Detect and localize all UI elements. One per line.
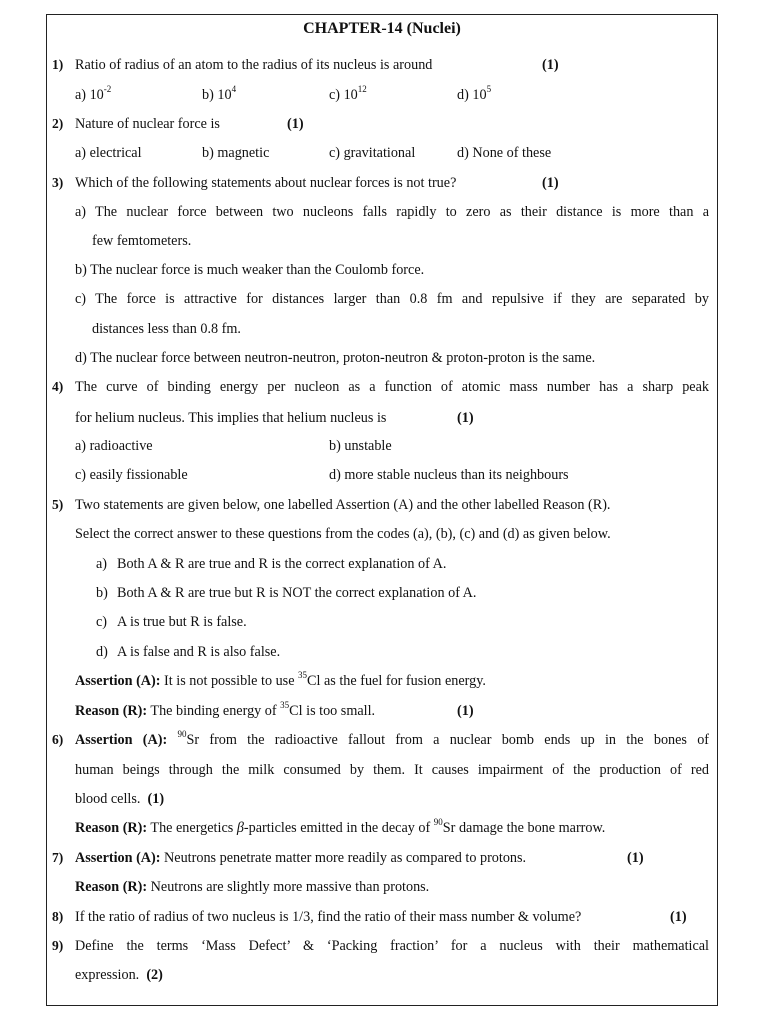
question-9-line-1: Define the terms ‘Mass Defect’ & ‘Packing fraction’ for a nucleus with their mathematical (75, 938, 709, 954)
question-6-assertion-line-2: human beings through the milk consumed by them. It causes impairment of the production of red (75, 762, 709, 778)
question-6-assertion-line-1: Assertion (A): $^{90}$Sr from the radioactive fallout from a nuclear bomb ends up in the bones of (75, 729, 710, 748)
question-3-option-a-line-1: a) The nuclear force between two nucleons falls rapidly to zero as their distance is more than a (75, 204, 709, 220)
code-option-b: b) Both A & R are true but R is NOT the correct explanation of A. (96, 585, 477, 601)
question-4-option-b: b) unstable (329, 438, 392, 454)
question-5-assertion: Assertion (A): It is not possible to use $^{35}$Cl as the fuel for fusion energy. (75, 670, 486, 689)
question-5-line-2: Select the correct answer to these questions from the codes (a), (b), (c) and (d) as given below. (75, 526, 611, 542)
question-7-marks: (1) (627, 850, 644, 866)
question-number-2: 2) (52, 116, 64, 131)
question-3-option-a-line-2: few femtometers. (92, 233, 192, 249)
question-4-line-1: The curve of binding energy per nucleon as a function of atomic mass number has a sharp peak (75, 379, 709, 395)
question-3-option-d: d) The nuclear force between neutron-neutron, proton-neutron & proton-proton is the same. (75, 350, 596, 366)
question-1-marks: (1) (542, 57, 559, 73)
question-number-4: 4) (52, 379, 64, 394)
question-4-option-c: c) easily fissionable (75, 467, 188, 483)
question-number-1: 1) (52, 57, 64, 72)
question-number-6: 6) (52, 732, 64, 747)
code-option-d: d) A is false and R is also false. (96, 644, 281, 660)
question-1-option-d: d) $10^5$ (457, 84, 492, 103)
question-2-option-c: c) gravitational (329, 145, 416, 161)
question-3-option-c-line-2: distances less than 0.8 fm. (92, 321, 241, 337)
question-9-line-2: expression. (2) (75, 967, 163, 983)
question-4-marks: (1) (457, 410, 474, 426)
question-5-marks: (1) (457, 703, 474, 719)
question-6-reason: Reason (R): The energetics β-particles emitted in the decay of $^{90}$Sr damage the bone marrow. (75, 817, 606, 836)
question-8-text: If the ratio of radius of two nucleus is 1/3, find the ratio of their mass number & volume? (75, 909, 582, 925)
question-2-marks: (1) (287, 116, 304, 132)
question-7-assertion: Assertion (A): Neutrons penetrate matter more readily as compared to protons. (75, 850, 527, 866)
question-1-option-b: b) $10^4$ (202, 84, 237, 103)
code-option-c: c) A is true but R is false. (96, 614, 247, 630)
question-number-9: 9) (52, 938, 64, 953)
question-1-text: Ratio of radius of an atom to the radius of its nucleus is around (75, 57, 433, 73)
question-number-3: 3) (52, 175, 64, 190)
question-1-option-a: a) $10^{-2}$ (75, 84, 112, 103)
question-6-marks: (1) (147, 791, 165, 807)
question-4-line-2: for helium nucleus. This implies that helium nucleus is (75, 410, 387, 426)
question-5-reason: Reason (R): The binding energy of $^{35}$Cl is too small. (75, 700, 376, 719)
question-number-7: 7) (52, 850, 64, 865)
question-6-assertion-line-3: blood cells. (1) (75, 791, 165, 807)
question-2-option-a: a) electrical (75, 145, 142, 161)
question-1-option-c: c) $10^{12}$ (329, 84, 367, 103)
question-2-option-d: d) None of these (457, 145, 552, 161)
question-3-option-b: b) The nuclear force is much weaker than the Coulomb force. (75, 262, 425, 278)
code-option-a: a) Both A & R are true and R is the correct explanation of A. (96, 556, 447, 572)
question-2-text: Nature of nuclear force is (75, 116, 220, 132)
question-9-marks: (2) (146, 967, 163, 983)
question-3-marks: (1) (542, 175, 559, 191)
question-5-line-1: Two statements are given below, one labelled Assertion (A) and the other labelled Reason (R). (75, 497, 611, 513)
question-4-option-a: a) radioactive (75, 438, 153, 454)
beta-symbol: β (236, 820, 244, 836)
question-8-marks: (1) (670, 909, 687, 925)
question-3-text: Which of the following statements about nuclear forces is not true? (75, 175, 457, 191)
question-3-option-c-line-1: c) The force is attractive for distances larger than 0.8 fm and repulsive if they are separated by (75, 291, 709, 307)
question-2-option-b: b) magnetic (202, 145, 270, 161)
question-7-reason: Reason (R): Neutrons are slightly more massive than protons. (75, 879, 430, 895)
question-number-5: 5) (52, 497, 64, 512)
page-title: CHAPTER-14 (Nuclei) (303, 20, 461, 37)
question-number-8: 8) (52, 909, 64, 924)
question-4-option-d: d) more stable nucleus than its neighbours (329, 467, 569, 483)
